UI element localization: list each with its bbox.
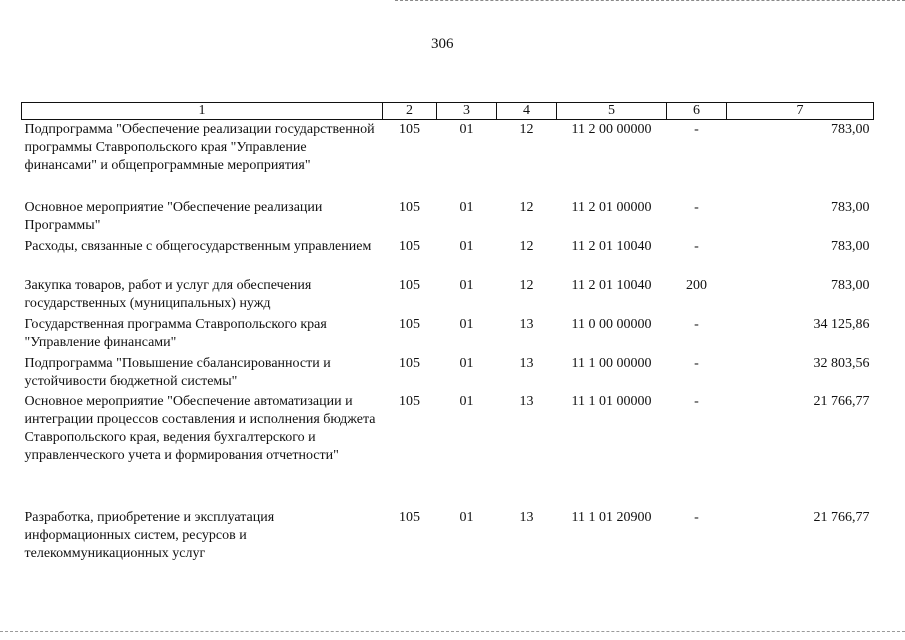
- cell-subsection: 13: [519, 356, 534, 371]
- row-name: Подпрограмма "Повышение сбалансированности и устойчивости бюджетной системы": [24, 356, 331, 389]
- cell-amount: 34 125,86: [813, 317, 870, 332]
- row-name: Основное мероприятие "Обеспечение реализации Программы": [24, 200, 323, 233]
- page-number: 306: [431, 36, 454, 52]
- cell-ministry-code: 105: [399, 239, 420, 254]
- cell-amount: 783,00: [831, 239, 870, 254]
- cell-subsection: 13: [519, 394, 534, 409]
- cell-amount: 32 803,56: [813, 356, 870, 371]
- column-header: 4: [497, 103, 557, 120]
- table-row: [22, 277, 874, 316]
- cell-section: 01: [459, 317, 474, 332]
- column-header: 3: [437, 103, 497, 120]
- cell-section: 01: [459, 510, 474, 525]
- cell-subsection: 13: [519, 510, 534, 525]
- table-row: [22, 316, 874, 355]
- row-name: Государственная программа Ставропольского края "Управление финансами": [24, 317, 327, 350]
- cell-section: 01: [459, 122, 474, 137]
- cell-ministry-code: 105: [399, 278, 420, 293]
- cell-expense-type: -: [694, 356, 699, 371]
- cell-subsection: 12: [519, 200, 534, 215]
- scan-bottom-edge: [0, 631, 905, 632]
- table-row: [22, 393, 874, 509]
- cell-section: 01: [459, 239, 474, 254]
- column-header: 5: [557, 103, 667, 120]
- cell-subsection: 12: [519, 278, 534, 293]
- cell-subsection: 13: [519, 317, 534, 332]
- cell-expense-type: -: [694, 200, 699, 215]
- cell-section: 01: [459, 278, 474, 293]
- scan-top-edge: [395, 0, 905, 1]
- cell-section: 01: [459, 200, 474, 215]
- cell-target-article: 11 0 00 00000: [571, 317, 652, 332]
- table-row: [22, 355, 874, 393]
- row-name: Подпрограмма "Обеспечение реализации государственной программы Ставропольского края "Управление финансами" и общепрограммные мероприятия": [24, 122, 375, 173]
- cell-ministry-code: 105: [399, 200, 420, 215]
- row-name: Закупка товаров, работ и услуг для обеспечения государственных (муниципальных) нужд: [24, 278, 312, 311]
- cell-subsection: 12: [519, 122, 534, 137]
- cell-amount: 21 766,77: [813, 510, 870, 525]
- cell-expense-type: -: [694, 239, 699, 254]
- cell-expense-type: -: [694, 317, 699, 332]
- cell-amount: 783,00: [831, 278, 870, 293]
- column-header: 2: [383, 103, 437, 120]
- cell-target-article: 11 2 01 10040: [571, 239, 652, 254]
- table-row: [22, 509, 874, 569]
- cell-ministry-code: 105: [399, 317, 420, 332]
- cell-ministry-code: 105: [399, 510, 420, 525]
- cell-expense-type: -: [694, 122, 699, 137]
- cell-expense-type: -: [694, 394, 699, 409]
- table-row: [22, 238, 874, 277]
- cell-target-article: 11 1 01 20900: [571, 510, 652, 525]
- row-name: Расходы, связанные с общегосударственным управлением: [24, 239, 372, 254]
- column-header: 1: [22, 103, 383, 120]
- cell-target-article: 11 2 01 00000: [571, 200, 652, 215]
- table-row: [22, 120, 874, 200]
- cell-amount: 783,00: [831, 122, 870, 137]
- cell-expense-type: -: [694, 510, 699, 525]
- column-number-row: [22, 103, 874, 120]
- cell-target-article: 11 1 01 00000: [571, 394, 652, 409]
- row-name: Разработка, приобретение и эксплуатация информационных систем, ресурсов и телекоммуникационных услуг: [24, 510, 275, 561]
- cell-section: 01: [459, 394, 474, 409]
- cell-amount: 21 766,77: [813, 394, 870, 409]
- budget-table: [21, 102, 874, 569]
- cell-ministry-code: 105: [399, 122, 420, 137]
- cell-ministry-code: 105: [399, 394, 420, 409]
- cell-expense-type: 200: [686, 278, 707, 293]
- table-row: [22, 199, 874, 238]
- row-name: Основное мероприятие "Обеспечение автоматизации и интеграции процессов составления и исполнения бюджета Ставропольского края, ведения бухгалтерского и управленческого учета и формирования отчетности": [24, 394, 376, 463]
- column-header: 7: [727, 103, 874, 120]
- cell-section: 01: [459, 356, 474, 371]
- column-header: 6: [667, 103, 727, 120]
- cell-amount: 783,00: [831, 200, 870, 215]
- cell-subsection: 12: [519, 239, 534, 254]
- cell-ministry-code: 105: [399, 356, 420, 371]
- cell-target-article: 11 2 01 10040: [571, 278, 652, 293]
- cell-target-article: 11 2 00 00000: [571, 122, 652, 137]
- cell-target-article: 11 1 00 00000: [571, 356, 652, 371]
